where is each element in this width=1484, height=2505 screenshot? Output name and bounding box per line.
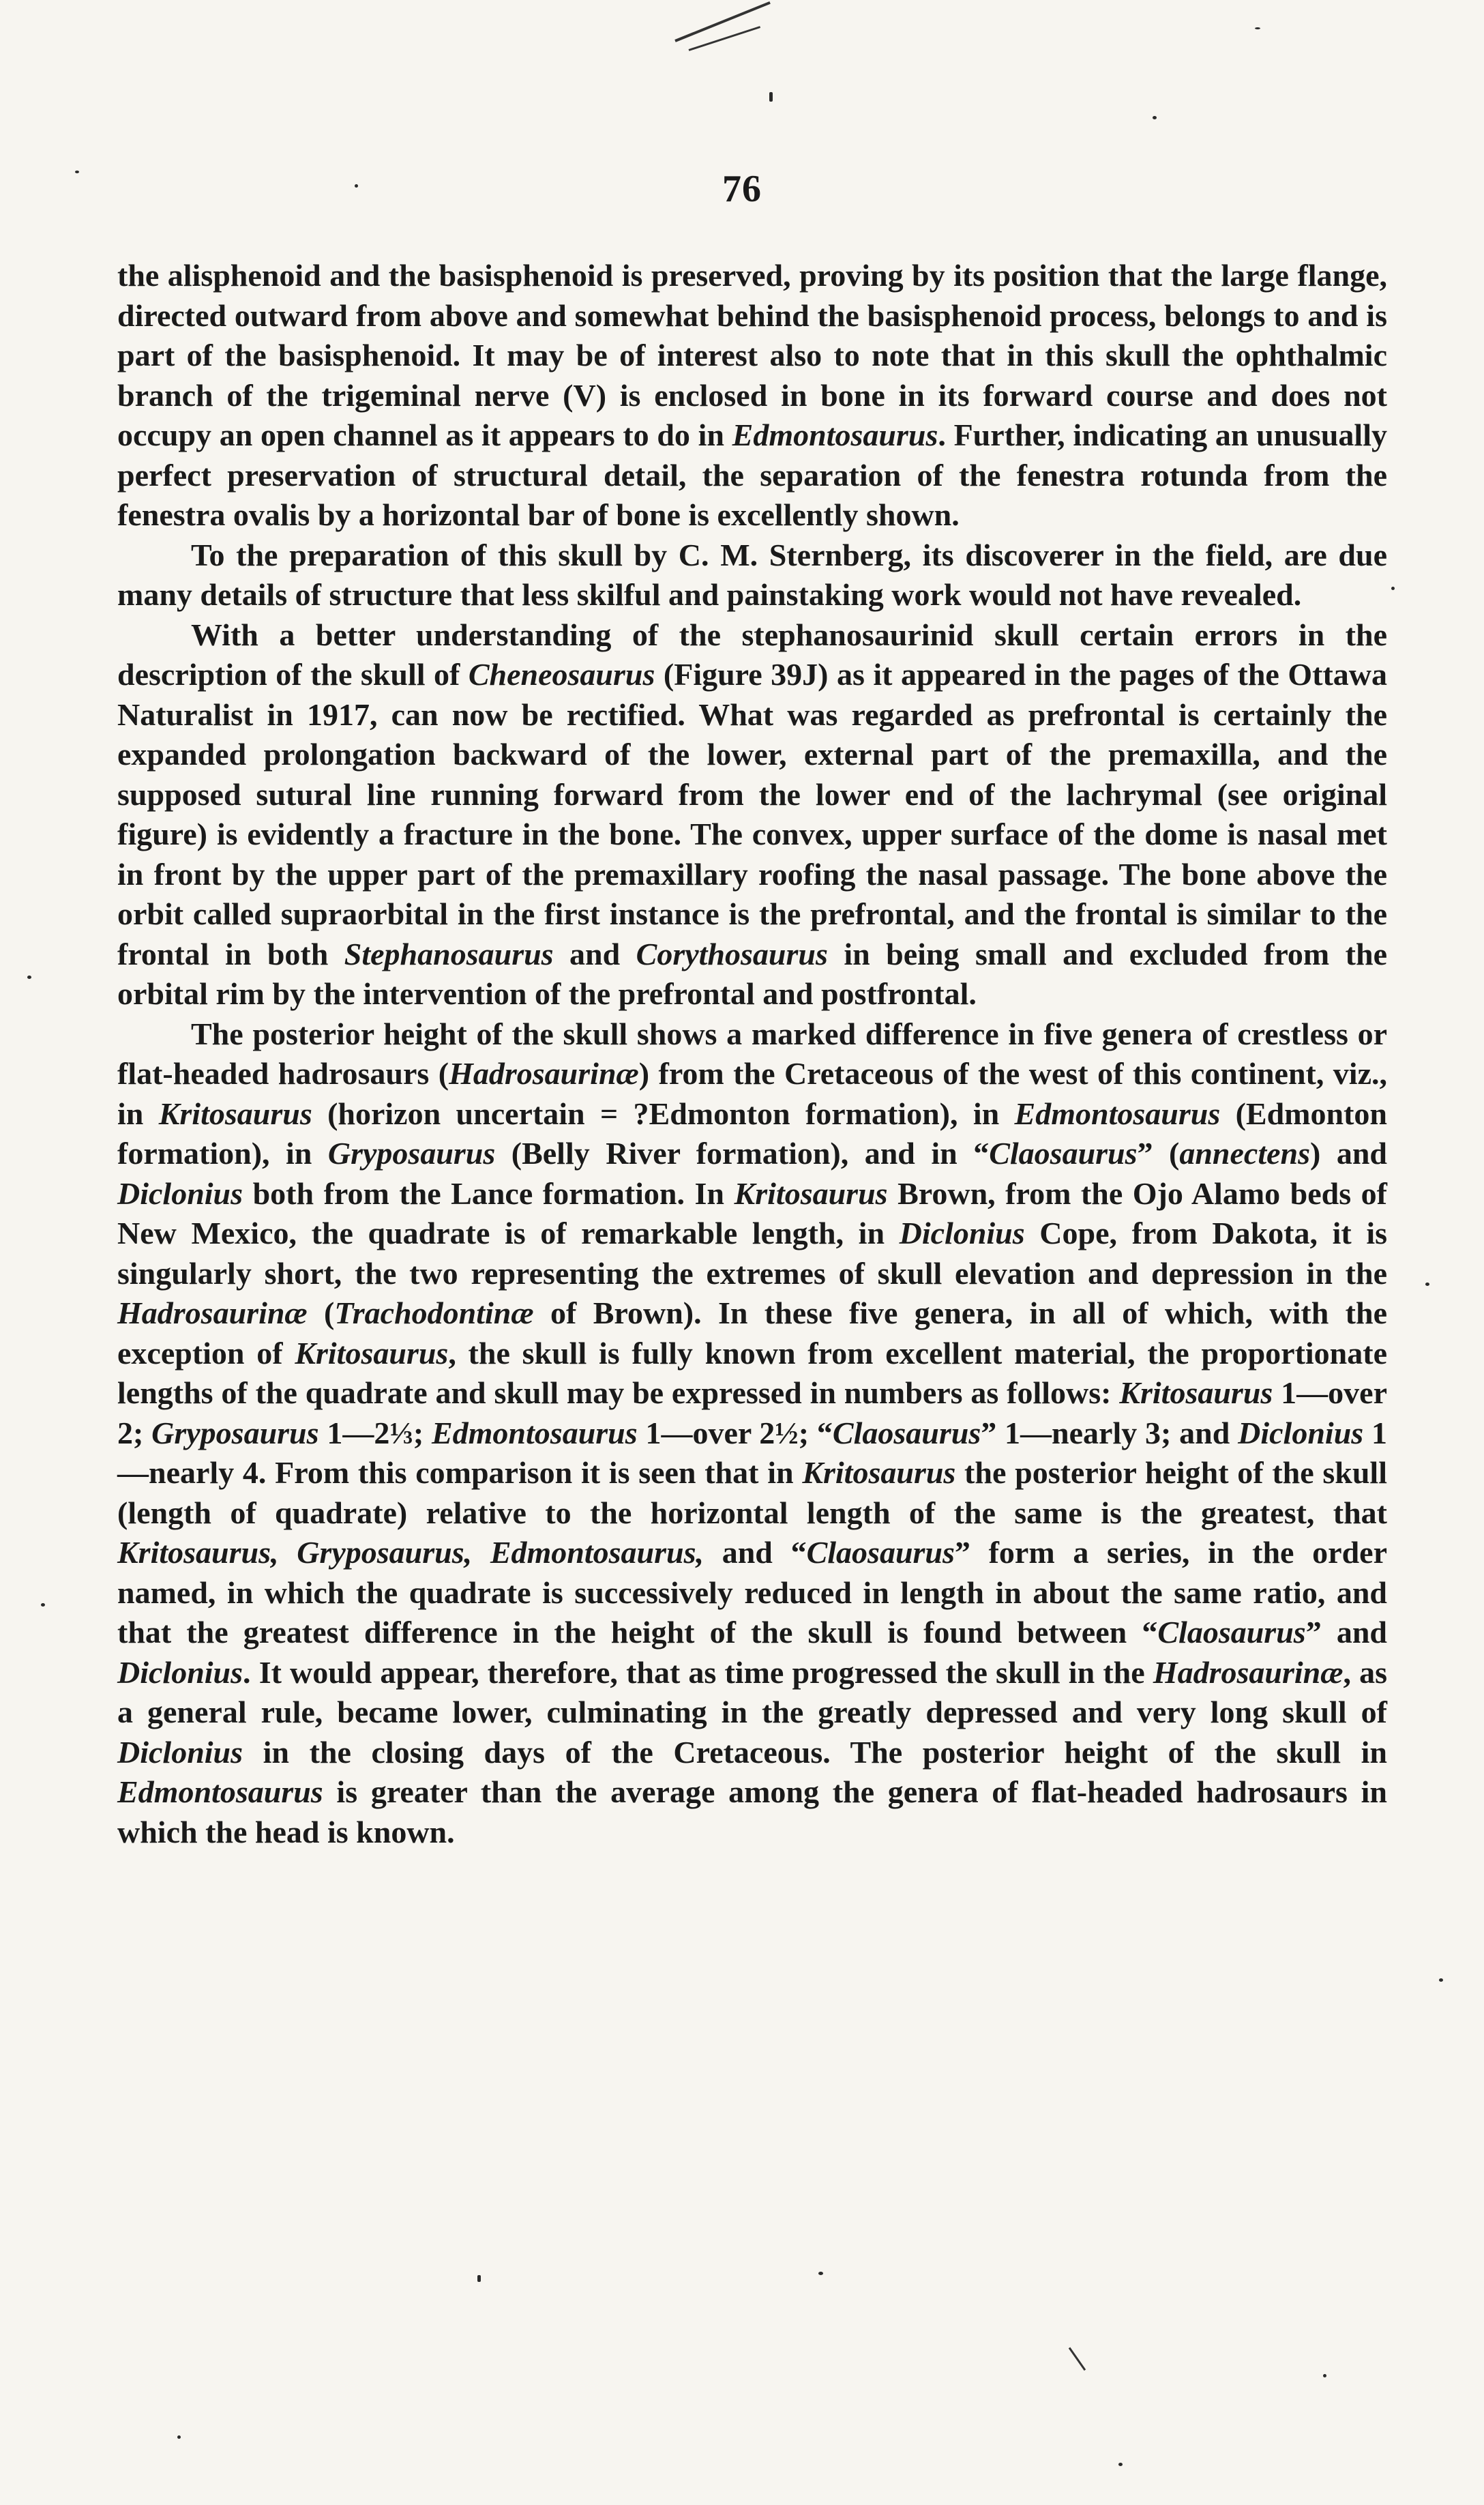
paragraph (117, 615, 1387, 1014)
text-run: (Edmonton formation), in (117, 1096, 1387, 1171)
scan-artifact (818, 2272, 823, 2275)
italic-text: Diclonius (117, 1734, 243, 1770)
text-run: ” and (1305, 1615, 1387, 1650)
scan-artifact (177, 2435, 181, 2439)
scan-artifact (1255, 27, 1260, 29)
italic-text: Claosaurus (806, 1535, 955, 1570)
scan-artifact (27, 976, 31, 979)
italic-text: Hadrosaurinæ (117, 1295, 308, 1330)
italic-text: Diclonius (117, 1654, 243, 1690)
scan-artifact (477, 2275, 481, 2282)
text-run: and (553, 936, 636, 971)
text-run: ” 1—nearly 3; and (981, 1415, 1238, 1450)
italic-text: Kritosaurus (734, 1175, 888, 1211)
page-number: 76 (722, 168, 762, 210)
italic-text: Claosaurus (1157, 1615, 1306, 1650)
scan-artifact (1069, 2347, 1086, 2371)
text-run: in being small and excluded from the orbital rim by the intervention of the prefrontal and postfrontal. (117, 936, 1387, 1011)
body-text (117, 256, 1387, 1852)
scan-artifact (1118, 2463, 1123, 2466)
scan-artifact (1425, 1283, 1429, 1286)
italic-text: Claosaurus (989, 1136, 1138, 1171)
text-run: the alisphenoid and the basisphenoid is preserved, proving by its position that the large flange, directed outward from above and somewhat behind the basisphenoid process, belongs to and is part of the basisphenoid. It may be of interest also to note that in this skull the ophthalmic branch of the trigeminal nerve (V) is enclosed in bone in its forward course and does not occupy an open channel as it appears to do in (117, 258, 1387, 452)
text-run: 1—2⅓; (318, 1415, 432, 1450)
scan-artifact (41, 1603, 45, 1607)
scan-artifact (1439, 1978, 1443, 1982)
text-run: ) and (1310, 1136, 1387, 1171)
italic-text: Diclonius (899, 1216, 1025, 1250)
text-run: . It would appear, therefore, that as time progressed the skull in the (243, 1654, 1153, 1690)
text-run: 1—over 2; (117, 1375, 1387, 1450)
text-run: ” ( (1137, 1136, 1180, 1171)
text-run: in the closing days of the Cretaceous. The posterior height of the skull in (243, 1734, 1387, 1770)
text-run: (horizon uncertain = ?Edmonton formation), in (312, 1096, 1015, 1131)
text-run: the posterior height of the skull (length of quadrate) relative to the horizontal length of the same is the greatest, that (117, 1455, 1387, 1530)
text-run: (Figure 39J) as it appeared in the pages of the Ottawa Naturalist in 1917, can now be rectified. What was regarded as prefrontal is certainly the expanded prolongation backward of the lower, external part of the premaxilla, and the supposed sutural line running forward from the lower end of the lachrymal (see original figure) is evidently a fracture in the bone. The convex, upper surface of the dome is nasal met in front by the upper part of the premaxillary roofing the nasal passage. The bone above the orbit called supraorbital in the first instance is the prefrontal, and the frontal is similar to the frontal in both (117, 657, 1387, 971)
italic-text: Kritosaurus (158, 1096, 312, 1131)
text-run: . Further, indicating an unusually perfect preservation of structural detail, the separation of the fenestra rotunda from the fenestra ovalis by a horizontal bar of bone is excellently shown. (117, 418, 1387, 532)
text-run: 1—over 2½; “ (637, 1415, 833, 1450)
scan-artifact (674, 1, 771, 42)
text-run: is greater than the average among the genera of flat-headed hadrosaurs in which the head is known. (117, 1774, 1387, 1849)
paragraph (117, 1014, 1387, 1853)
scan-artifact (1153, 116, 1157, 119)
text-run: Brown, from the Ojo Alamo beds of New Mexico, the quadrate is of remarkable length, in (117, 1175, 1388, 1250)
text-run: ) from the Cretaceous of the west of this continent, viz., in (117, 1056, 1388, 1131)
text-run: both from the Lance formation. In (243, 1175, 734, 1211)
italic-text: Edmontosaurus (1014, 1096, 1221, 1131)
italic-text: Edmontosaurus (431, 1415, 638, 1450)
text-run: , as a general rule, became lower, culminating in the greatly depressed and very long skull of (117, 1654, 1387, 1729)
italic-text: Edmontosaurus (117, 1774, 323, 1809)
italic-text: Kritosaurus, Gryposaurus, Edmontosaurus, (117, 1535, 704, 1570)
text-run: , the skull is fully known from excellent material, the proportionate lengths of the quadrate and skull may be expressed in numbers as follows: (117, 1335, 1387, 1410)
paragraph (117, 536, 1387, 615)
italic-text: Kritosaurus (1119, 1375, 1273, 1410)
italic-text: Hadrosaurinæ (449, 1056, 639, 1091)
italic-text: Gryposaurus (151, 1415, 319, 1450)
paragraph (117, 256, 1387, 536)
italic-text: annectens (1179, 1136, 1311, 1171)
text-run: and “ (704, 1535, 807, 1570)
scan-artifact (769, 92, 773, 102)
italic-text: Hadrosaurinæ (1153, 1654, 1344, 1690)
italic-text: Diclonius (117, 1175, 243, 1211)
italic-text: Kritosaurus (802, 1455, 956, 1490)
italic-text: Trachodontinæ (334, 1295, 534, 1330)
italic-text: Kritosaurus (295, 1335, 449, 1371)
text-run: (Belly River formation), and in “ (495, 1136, 990, 1171)
text-run: To the preparation of this skull by C. M. Sternberg, its discoverer in the field, are due many details of structure that less skilful and painstaking work would not have revealed. (117, 537, 1387, 612)
scan-artifact (1323, 2374, 1326, 2377)
text-run: With a better understanding of the stephanosaurinid skull certain errors in the description of the skull of (117, 617, 1387, 692)
text-run: ( (307, 1295, 335, 1330)
italic-text: Corythosaurus (636, 936, 828, 971)
italic-text: Claosaurus (832, 1415, 981, 1450)
text-run: The posterior height of the skull shows a marked difference in five genera of crestless or flat-headed hadrosaurs ( (117, 1016, 1387, 1091)
text-run: ” form a series, in the order named, in which the quadrate is successively reduced in length in about the same ratio, and that the greatest difference in the height of the skull is found between “ (117, 1535, 1387, 1650)
scan-artifact (1391, 587, 1395, 590)
italic-text: Stephanosaurus (344, 936, 554, 971)
text-run: of Brown). In these five genera, in all of which, with the exception of (117, 1295, 1387, 1371)
italic-text: Edmontosaurus (732, 418, 938, 452)
italic-text: Cheneosaurus (468, 657, 655, 692)
text-run: 1—nearly 4. From this comparison it is seen that in (117, 1415, 1387, 1490)
italic-text: Gryposaurus (327, 1136, 496, 1171)
text-run: Cope, from Dakota, it is singularly short, the two representing the extremes of skull elevation and depression in the (117, 1216, 1387, 1291)
italic-text: Diclonius (1238, 1415, 1364, 1450)
